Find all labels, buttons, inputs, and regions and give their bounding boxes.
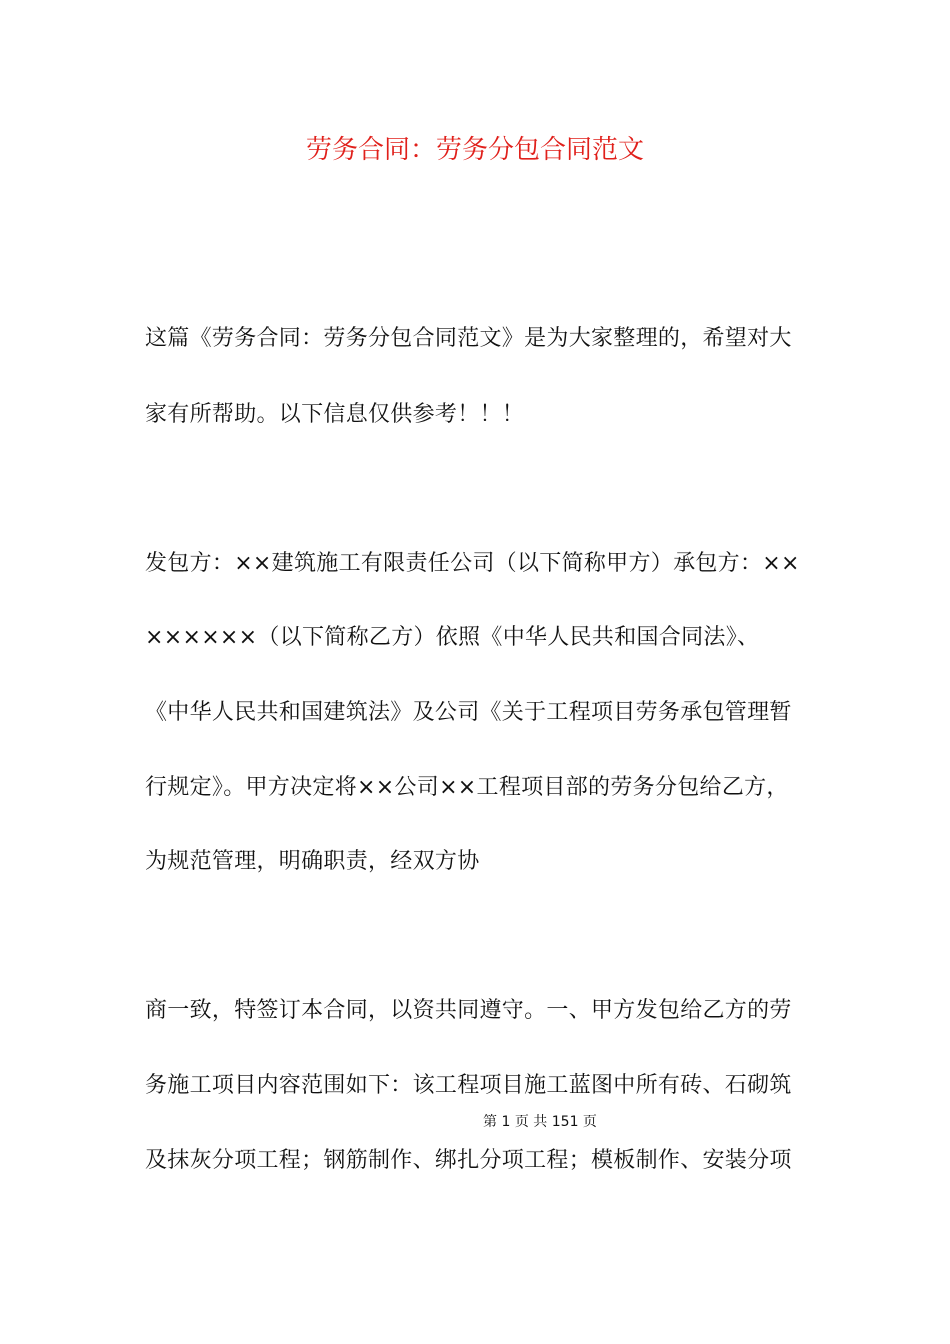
paragraph-line: ××××××（以下简称乙方）依照《中华人民共和国合同法》、 [145,625,760,650]
document-title: 劳务合同：劳务分包合同范文 [305,135,644,165]
paragraph-line: 及抹灰分项工程；钢筋制作、绑扎分项工程；模板制作、安装分项 [145,1148,792,1173]
page-number-footer: 第 1 页 共 151 页 [483,1114,597,1130]
paragraph-line: 这篇《劳务合同：劳务分包合同范文》是为大家整理的，希望对大 [145,326,792,351]
paragraph-line: 《中华人民共和国建筑法》及公司《关于工程项目劳务承包管理暂 [145,700,792,725]
paragraph-line: 务施工项目内容范围如下：该工程项目施工蓝图中所有砖、石砌筑 [145,1073,792,1098]
paragraph-line: 为规范管理，明确职责，经双方协 [145,849,480,874]
paragraph-line: 商一致，特签订本合同，以资共同遵守。一、甲方发包给乙方的劳 [145,998,792,1023]
paragraph-line: 家有所帮助。以下信息仅供参考！！！ [145,402,525,427]
paragraph-line: 发包方：××建筑施工有限责任公司（以下简称甲方）承包方：×× [145,551,800,576]
paragraph-line: 行规定》。甲方决定将××公司××工程项目部的劳务分包给乙方， [145,775,789,800]
